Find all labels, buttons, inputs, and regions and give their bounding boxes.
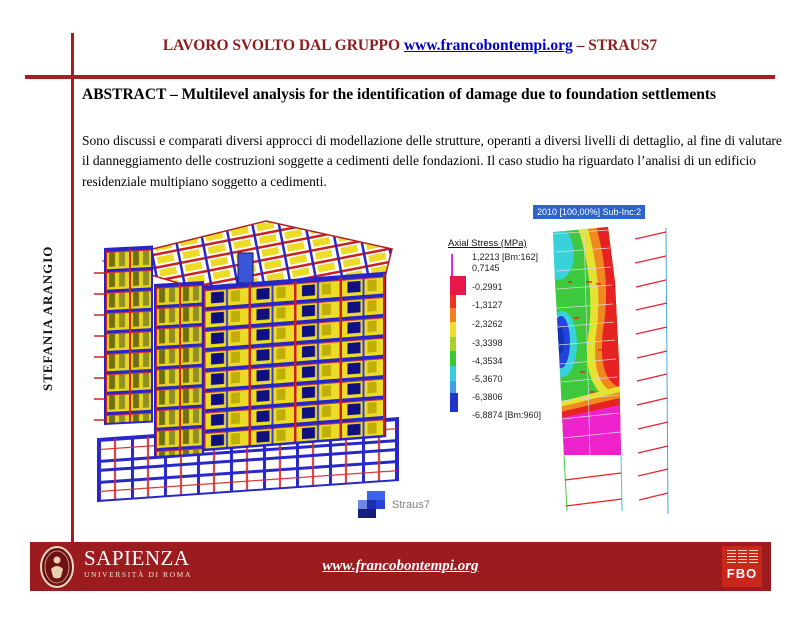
header-title [60, 37, 760, 55]
legend-value: -4,3534 [472, 356, 503, 366]
abstract-title: ABSTRACT – Multilevel analysis for the identification of damage due to foundation settlements [82, 86, 717, 103]
header-rule [25, 75, 775, 79]
front-facade [203, 273, 385, 450]
author-vertical-label: STEFANIA ARANGIO [40, 245, 55, 391]
straus7-label: Straus7 [392, 498, 430, 511]
legend-value: 1,2213 [Bm:162] [472, 252, 539, 262]
seal-text: FBO [726, 566, 758, 581]
legend-colorbar [448, 254, 470, 414]
left-facade [105, 247, 152, 424]
abstract-body: Sono discussi e comparati diversi approcci di modellazione delle strutture, operanti a diversi livelli di dettaglio, al fine di valutare il danneggiamento delle costruzioni soggette a cedimenti delle fondazioni. Il caso studio ha riguardato l’analisi di un edificio residenziale multipiano soggetto a cedimenti. [82, 133, 782, 189]
legend-value: -5,3670 [472, 374, 503, 384]
footer-link-wrap [30, 557, 771, 575]
contour-plot-figure [538, 222, 673, 522]
sapienza-name: SAPIENZA [84, 546, 190, 570]
legend-value: -6,3806 [472, 392, 503, 402]
footer-bar [30, 542, 771, 591]
legend-value: -6,8874 [Bm:960] [472, 410, 542, 420]
legend-value: -1,3127 [472, 300, 503, 310]
sapienza-subtitle: UNIVERSITÀ DI ROMA [84, 570, 192, 579]
building-model-figure [90, 213, 425, 513]
left-vertical-rule [71, 33, 74, 542]
roof-core-box [238, 253, 253, 283]
fbo-seal [722, 546, 762, 587]
straus7-squares-icon [358, 491, 385, 518]
legend-title: Axial Stress (MPa) [448, 238, 527, 249]
header-suffix: – STRAUS7 [572, 37, 658, 54]
footer-link[interactable]: www.francobontempi.org [322, 558, 479, 574]
legend-value: 0,7145 [472, 263, 500, 273]
straus7-logo [358, 491, 430, 518]
header-link[interactable]: www.francobontempi.org [403, 37, 573, 54]
mid-facade [155, 282, 203, 457]
beam-stubs [94, 273, 105, 420]
legend-value: -2,3262 [472, 319, 503, 329]
legend-value: -3,3398 [472, 338, 503, 348]
seal-glyphs-icon [727, 549, 758, 565]
result-banner: 2010 [100,00%] Sub-Inc:2 [533, 205, 645, 219]
legend-value: -0,2991 [472, 282, 503, 292]
wireframe-column [635, 228, 668, 514]
header-prefix: LAVORO SVOLTO DAL GRUPPO [162, 37, 404, 54]
contour-lower-frame [564, 455, 622, 511]
